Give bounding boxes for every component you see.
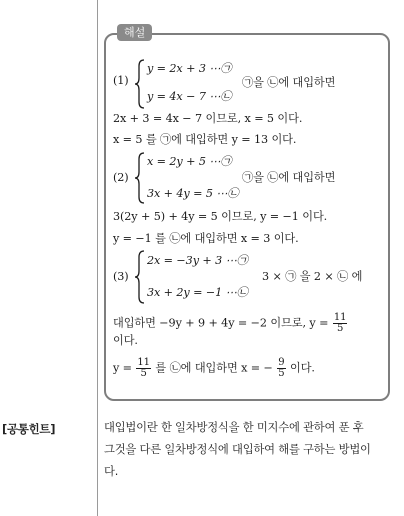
p1-line2: x = 5 를 ㉠에 대입하면 y = 13 이다. [113, 133, 297, 146]
p3-line3-frac1-num: 11 [137, 357, 150, 368]
p2-eq2: 3x + 4y = 5 ⋯㉡ [147, 187, 239, 200]
p1-eq1: y = 2x + 3 ⋯㉠ [147, 62, 232, 75]
p3-line3-fraction1 [136, 358, 151, 379]
p3-line3-fraction2 [277, 358, 285, 379]
p3-line3-text-b: 를 ㉡에 대입하면 x = − [155, 361, 273, 375]
hint-text-line1: 대입법이란 한 일차방정식을 한 미지수에 관하여 푼 후 [104, 421, 364, 434]
p1-brace [134, 59, 146, 109]
p3-line1-frac-den: 5 [336, 323, 344, 334]
hint-text-line3: 다. [104, 465, 119, 478]
p3-line3-frac1-den: 5 [140, 368, 147, 379]
p1-line1: 2x + 3 = 4x − 7 이므로, x = 5 이다. [113, 112, 303, 125]
p3-line1-fraction [333, 313, 348, 334]
p3-line1 [113, 313, 348, 334]
p3-line3-frac2-num: 9 [278, 357, 285, 368]
p3-line1-text: 대입하면 −9y + 9 + 4y = −2 이므로, y = [113, 316, 329, 330]
p1-eq2: y = 4x − 7 ⋯㉡ [147, 90, 232, 103]
p2-eq1: x = 2y + 5 ⋯㉠ [147, 155, 232, 168]
column-divider [97, 0, 98, 516]
hint-text-line2: 그것을 다른 일차방정식에 대입하여 해를 구하는 방법이 [104, 443, 371, 456]
p1-instruction: ㉠을 ㉡에 대입하면 [242, 76, 336, 89]
p3-line2: 이다. [113, 334, 138, 347]
hint-text [104, 417, 400, 483]
p3-eq2: 3x + 2y = −1 ⋯㉡ [147, 286, 248, 299]
p2-instruction: ㉠을 ㉡에 대입하면 [242, 171, 336, 184]
p3-instruction: 3 × ㉠ 을 2 × ㉡ 에 [262, 270, 363, 283]
p3-brace [134, 250, 146, 304]
p3-line3-frac2-den: 5 [278, 368, 285, 379]
p3-number: (3) [113, 270, 129, 283]
p3-line3 [113, 358, 315, 379]
p3-line3-text-a: y = [113, 361, 132, 375]
p2-brace [134, 152, 146, 204]
p2-line1: 3(2y + 5) + 4y = 5 이므로, y = −1 이다. [113, 210, 328, 223]
p3-line1-frac-num: 11 [333, 312, 347, 323]
solution-tag: 해설 [117, 24, 152, 41]
p2-number: (2) [113, 171, 129, 184]
hint-heading: [공통힌트] [2, 422, 56, 436]
p2-line2: y = −1 를 ㉡에 대입하면 x = 3 이다. [113, 232, 299, 245]
p1-number: (1) [113, 74, 129, 87]
p3-eq1: 2x = −3y + 3 ⋯㉠ [147, 254, 248, 267]
p3-line3-text-c: 이다. [290, 361, 315, 375]
